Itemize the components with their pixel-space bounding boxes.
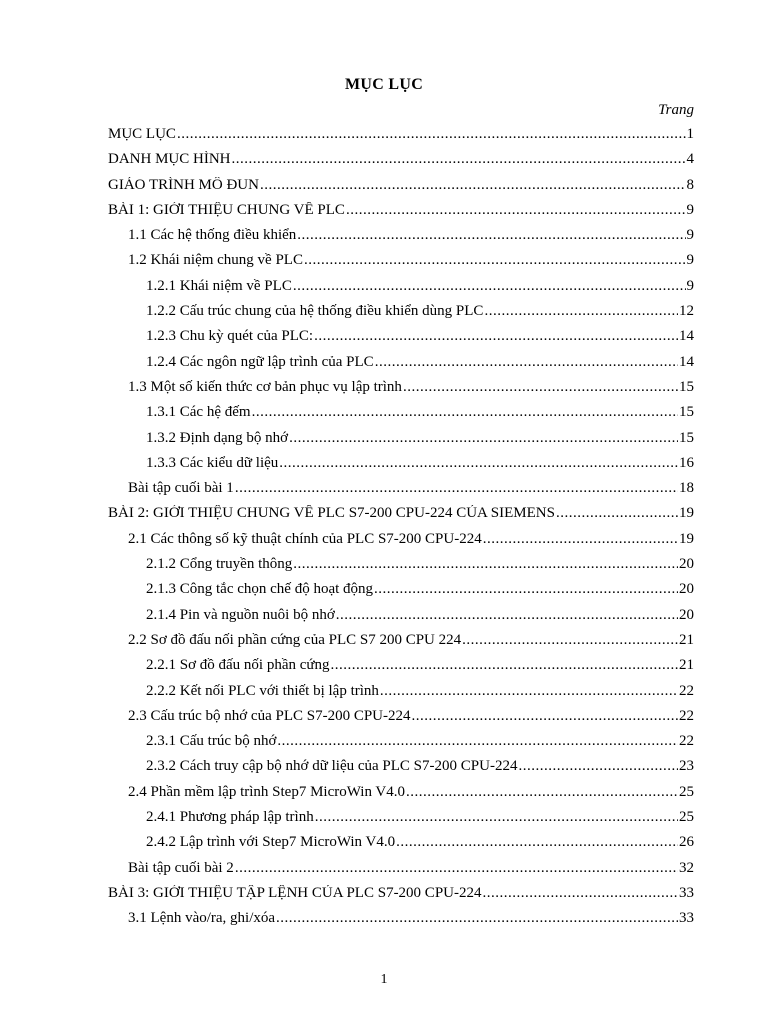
toc-entry-page: 21 bbox=[679, 631, 694, 648]
toc-entry[interactable] bbox=[108, 278, 694, 303]
toc-entry-page: 20 bbox=[679, 606, 694, 623]
toc-entry-page: 33 bbox=[679, 884, 694, 901]
toc-dot-leader bbox=[374, 581, 678, 598]
toc-dot-leader bbox=[518, 758, 678, 775]
toc-entry[interactable] bbox=[108, 683, 694, 708]
toc-entry[interactable] bbox=[108, 860, 694, 885]
toc-entry[interactable] bbox=[108, 607, 694, 632]
toc-entry-page: 8 bbox=[686, 176, 694, 193]
toc-entry-label: 2.3.2 Cách truy cập bộ nhớ dữ liệu của PLC S7-200 CPU-224 bbox=[146, 758, 518, 775]
toc-dot-leader bbox=[293, 556, 678, 573]
toc-entry-label: 1.2.1 Khái niệm về PLC bbox=[146, 277, 292, 294]
toc-dot-leader bbox=[304, 252, 686, 269]
toc-entry-label: 2.1.4 Pin và nguồn nuôi bộ nhớ bbox=[146, 606, 335, 623]
table-of-contents bbox=[108, 126, 694, 936]
toc-entry[interactable] bbox=[108, 784, 694, 809]
toc-entry-label: BÀI 3: GIỚI THIỆU TẬP LỆNH CỦA PLC S7-200 CPU-224 bbox=[108, 884, 482, 901]
toc-dot-leader bbox=[462, 632, 678, 649]
toc-entry[interactable] bbox=[108, 151, 694, 176]
toc-dot-leader bbox=[406, 784, 678, 801]
toc-entry-page: 25 bbox=[679, 809, 694, 826]
toc-dot-leader bbox=[314, 328, 678, 345]
toc-entry-page: 15 bbox=[679, 404, 694, 421]
toc-dot-leader bbox=[277, 733, 678, 750]
toc-entry[interactable] bbox=[108, 758, 694, 783]
toc-entry[interactable] bbox=[108, 885, 694, 910]
toc-entry[interactable] bbox=[108, 657, 694, 682]
toc-dot-leader bbox=[346, 202, 686, 219]
toc-entry-page: 1 bbox=[686, 126, 694, 142]
toc-entry[interactable] bbox=[108, 227, 694, 252]
toc-entry[interactable] bbox=[108, 354, 694, 379]
page-column-label: Trang bbox=[658, 102, 694, 118]
toc-entry-label: Bài tập cuối bài 1 bbox=[128, 480, 234, 497]
toc-dot-leader bbox=[232, 151, 686, 168]
toc-entry-page: 4 bbox=[686, 151, 694, 168]
toc-entry[interactable] bbox=[108, 733, 694, 758]
toc-dot-leader bbox=[483, 531, 678, 548]
toc-entry-page: 14 bbox=[679, 353, 694, 370]
toc-dot-leader bbox=[412, 708, 678, 725]
toc-entry-page: 12 bbox=[679, 303, 694, 320]
toc-entry-label: 1.2.4 Các ngôn ngữ lập trình của PLC bbox=[146, 353, 374, 370]
toc-entry-page: 20 bbox=[679, 556, 694, 573]
toc-entry-page: 22 bbox=[679, 707, 694, 724]
toc-entry-label: 1.2 Khái niệm chung về PLC bbox=[128, 252, 303, 269]
toc-entry-label: 1.2.3 Chu kỳ quét của PLC: bbox=[146, 328, 314, 345]
toc-entry-label: BÀI 2: GIỚI THIỆU CHUNG VỀ PLC S7-200 CPU-224 CỦA SIEMENS bbox=[108, 505, 555, 522]
toc-entry-label: 2.2 Sơ đồ đấu nối phần cứng của PLC S7 200 CPU 224 bbox=[128, 631, 462, 648]
toc-dot-leader bbox=[484, 303, 678, 320]
toc-entry-page: 21 bbox=[679, 657, 694, 674]
toc-dot-leader bbox=[279, 455, 678, 472]
toc-entry-page: 32 bbox=[679, 859, 694, 876]
toc-dot-leader bbox=[336, 607, 678, 624]
toc-entry-page: 22 bbox=[679, 682, 694, 699]
toc-entry[interactable] bbox=[108, 505, 694, 530]
toc-entry[interactable] bbox=[108, 303, 694, 328]
toc-entry[interactable] bbox=[108, 328, 694, 353]
toc-entry-label: Bài tập cuối bài 2 bbox=[128, 859, 234, 876]
toc-entry-label: GIÁO TRÌNH MÔ ĐUN bbox=[108, 176, 259, 193]
toc-entry-label: DANH MỤC HÌNH bbox=[108, 151, 231, 168]
toc-entry-page: 20 bbox=[679, 581, 694, 598]
toc-entry-label: 2.1.3 Công tắc chọn chế độ hoạt động bbox=[146, 581, 374, 598]
toc-entry-page: 19 bbox=[679, 505, 694, 522]
toc-entry[interactable] bbox=[108, 379, 694, 404]
toc-dot-leader bbox=[276, 910, 678, 927]
toc-dot-leader bbox=[403, 379, 678, 396]
toc-entry-page: 33 bbox=[679, 910, 694, 927]
toc-entry[interactable] bbox=[108, 834, 694, 859]
toc-dot-leader bbox=[375, 354, 678, 371]
toc-entry-page: 16 bbox=[679, 454, 694, 471]
toc-entry-page: 14 bbox=[679, 328, 694, 345]
toc-entry[interactable] bbox=[108, 202, 694, 227]
toc-entry-page: 25 bbox=[679, 783, 694, 800]
toc-entry-label: 2.1.2 Cổng truyền thông bbox=[146, 556, 293, 573]
toc-entry-label: 2.3.1 Cấu trúc bộ nhớ bbox=[146, 733, 277, 750]
toc-entry[interactable] bbox=[108, 455, 694, 480]
toc-entry-page: 19 bbox=[679, 530, 694, 547]
toc-entry-label: 2.1 Các thông số kỹ thuật chính của PLC S7-200 CPU-224 bbox=[128, 530, 482, 547]
toc-dot-leader bbox=[289, 430, 678, 447]
toc-entry-label: 1.3.2 Định dạng bộ nhớ bbox=[146, 429, 289, 446]
toc-entry-label: 2.2.1 Sơ đồ đấu nối phần cứng bbox=[146, 657, 330, 674]
toc-entry[interactable] bbox=[108, 126, 694, 151]
toc-dot-leader bbox=[260, 177, 686, 194]
toc-entry-label: 3.1 Lệnh vào/ra, ghi/xóa bbox=[128, 910, 276, 927]
toc-entry-label: MỤC LỤC bbox=[108, 126, 176, 142]
toc-entry[interactable] bbox=[108, 252, 694, 277]
toc-entry[interactable] bbox=[108, 404, 694, 429]
toc-dot-leader bbox=[235, 860, 678, 877]
toc-dot-leader bbox=[396, 834, 678, 851]
toc-entry[interactable] bbox=[108, 480, 694, 505]
toc-entry-page: 9 bbox=[686, 252, 694, 269]
toc-dot-leader bbox=[177, 126, 686, 143]
toc-dot-leader bbox=[235, 480, 678, 497]
toc-dot-leader bbox=[315, 809, 678, 826]
page-number: 1 bbox=[380, 972, 388, 987]
toc-entry-label: 1.1 Các hệ thống điều khiển bbox=[128, 227, 297, 244]
toc-entry[interactable] bbox=[108, 177, 694, 202]
toc-entry-label: 2.3 Cấu trúc bộ nhớ của PLC S7-200 CPU-224 bbox=[128, 707, 411, 724]
toc-entry-page: 9 bbox=[686, 227, 694, 244]
toc-entry-label: 2.4.1 Phương pháp lập trình bbox=[146, 809, 314, 826]
toc-entry-label: 2.4 Phần mềm lập trình Step7 MicroWin V4.0 bbox=[128, 783, 406, 800]
toc-entry[interactable] bbox=[108, 708, 694, 733]
toc-entry[interactable] bbox=[108, 632, 694, 657]
toc-dot-leader bbox=[297, 227, 685, 244]
toc-entry-label: 1.2.2 Cấu trúc chung của hệ thống điều khiển dùng PLC bbox=[146, 303, 484, 320]
toc-dot-leader bbox=[482, 885, 678, 902]
toc-entry[interactable] bbox=[108, 531, 694, 556]
toc-entry[interactable] bbox=[108, 556, 694, 581]
toc-entry-page: 22 bbox=[679, 733, 694, 750]
page-title: MỤC LỤC bbox=[344, 76, 424, 93]
toc-entry-page: 26 bbox=[679, 834, 694, 851]
toc-entry-label: 2.2.2 Kết nối PLC với thiết bị lập trình bbox=[146, 682, 379, 699]
toc-dot-leader bbox=[331, 657, 678, 674]
toc-entry[interactable] bbox=[108, 809, 694, 834]
toc-entry-label: 2.4.2 Lập trình với Step7 MicroWin V4.0 bbox=[146, 834, 396, 851]
toc-dot-leader bbox=[380, 683, 678, 700]
toc-entry[interactable] bbox=[108, 430, 694, 455]
toc-dot-leader bbox=[252, 404, 678, 421]
toc-entry[interactable] bbox=[108, 910, 694, 935]
toc-entry-label: BÀI 1: GIỚI THIỆU CHUNG VỀ PLC bbox=[108, 201, 345, 218]
toc-entry-page: 23 bbox=[679, 758, 694, 775]
toc-dot-leader bbox=[293, 278, 686, 295]
toc-entry[interactable] bbox=[108, 581, 694, 606]
toc-entry-page: 15 bbox=[679, 378, 694, 395]
toc-entry-page: 9 bbox=[686, 277, 694, 294]
toc-entry-label: 1.3.1 Các hệ đếm bbox=[146, 404, 251, 421]
toc-entry-label: 1.3.3 Các kiểu dữ liệu bbox=[146, 454, 279, 471]
toc-entry-page: 9 bbox=[686, 201, 694, 218]
toc-entry-page: 18 bbox=[679, 480, 694, 497]
toc-dot-leader bbox=[556, 505, 678, 522]
toc-entry-label: 1.3 Một số kiến thức cơ bản phục vụ lập trình bbox=[128, 378, 402, 395]
toc-entry-page: 15 bbox=[679, 429, 694, 446]
